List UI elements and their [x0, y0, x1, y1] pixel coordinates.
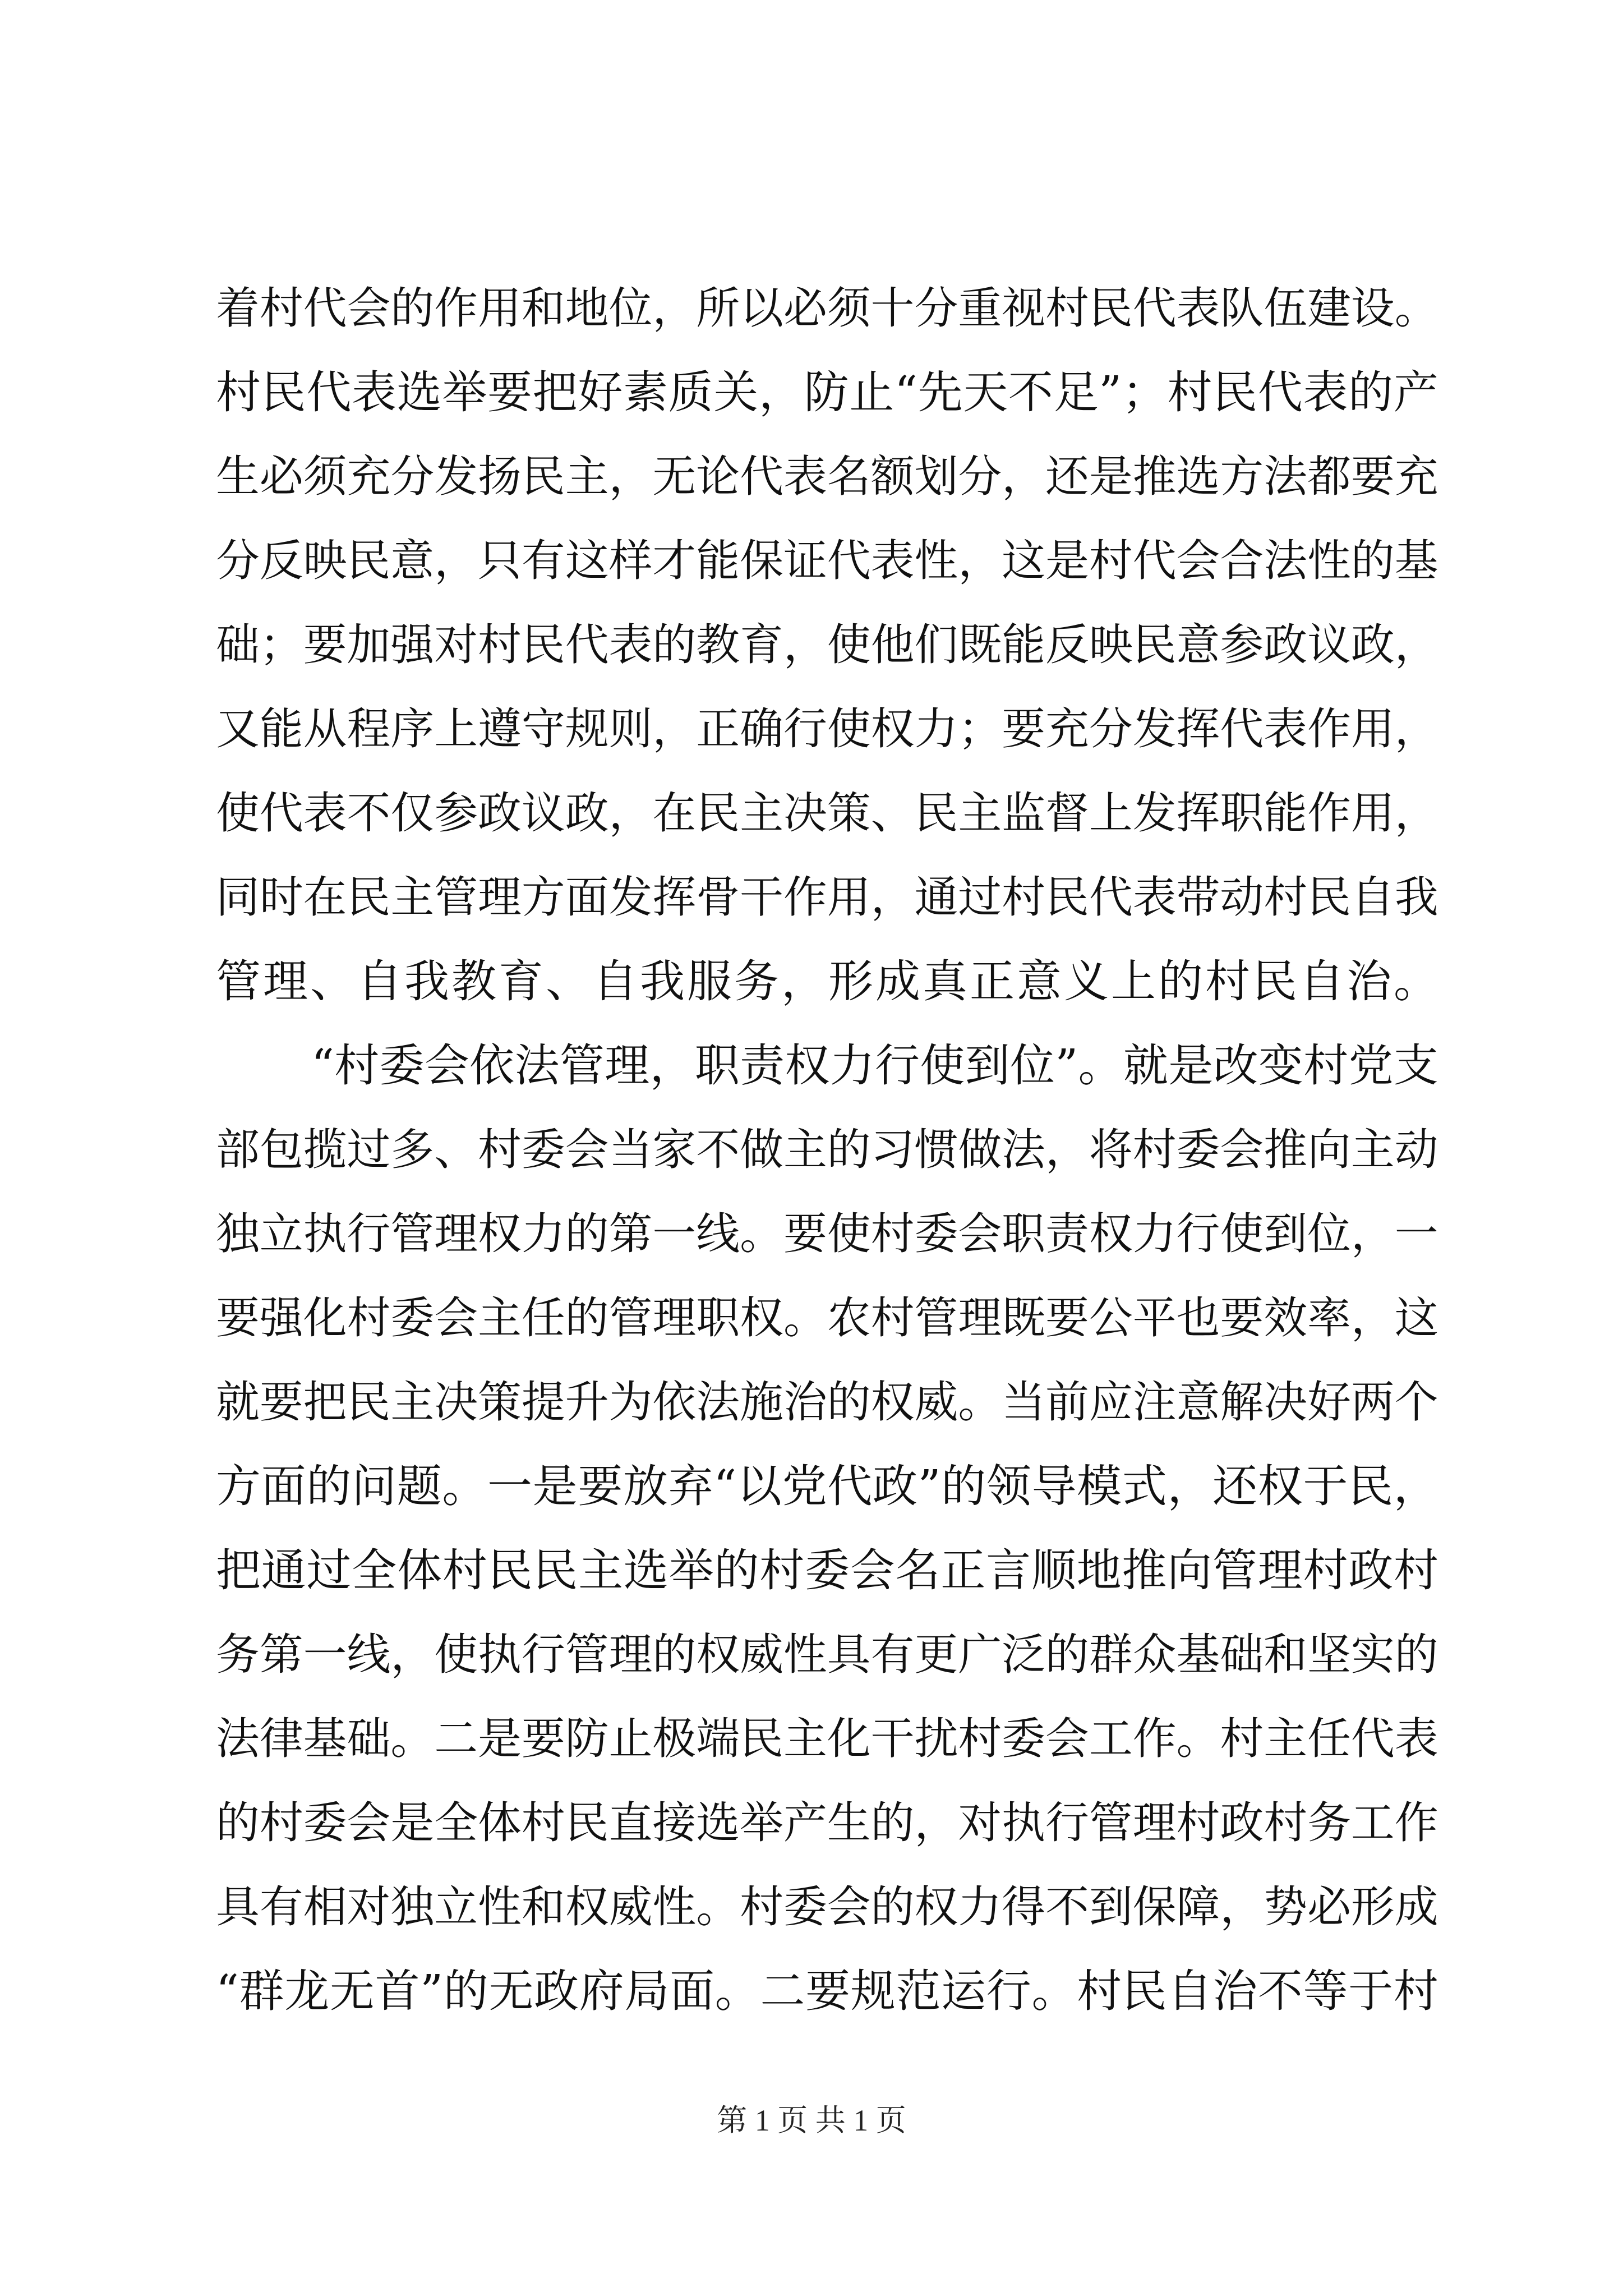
text-line: 分反映民意，只有这样才能保证代表性，这是村代会合法性的基	[216, 536, 1438, 586]
text-line: 着村代会的作用和地位，所以必须十分重视村民代表队伍建设。	[216, 283, 1438, 334]
text-line: 方面的问题。一是要放弃“以党代政”的领导模式，还权于民，	[216, 1460, 1439, 1512]
text-line: 管理、自我教育、自我服务，形成真正意义上的村民自治。	[216, 955, 1441, 1007]
text-line: “群龙无首”的无政府局面。二要规范运行。村民自治不等于村	[216, 1965, 1439, 2017]
text-line: 使代表不仅参政议政，在民主决策、民主监督上发挥职能作用，	[216, 788, 1438, 839]
text-line: 要强化村委会主任的管理职权。农村管理既要公平也要效率，这	[216, 1293, 1438, 1343]
text-line: 把通过全体村民民主选举的村委会名正言顺地推向管理村政村	[216, 1544, 1439, 1596]
text-line: 法律基础。二是要防止极端民主化干扰村委会工作。村主任代表	[216, 1714, 1438, 1764]
text-line: 独立执行管理权力的第一线。要使村委会职责权力行使到位，一	[216, 1209, 1438, 1259]
text-line: 的村委会是全体村民直接选举产生的，对执行管理村政村务工作	[216, 1798, 1438, 1848]
text-line: 部包揽过多、村委会当家不做主的习惯做法，将村委会推向主动	[216, 1125, 1438, 1175]
text-line: 村民代表选举要把好素质关，防止“先天不足”；村民代表的产	[216, 366, 1439, 418]
text-line: 务第一线，使执行管理的权威性具有更广泛的群众基础和坚实的	[216, 1630, 1438, 1680]
text-line: 就要把民主决策提升为依法施治的权威。当前应注意解决好两个	[216, 1377, 1438, 1428]
paragraph-first-line: “村委会依法管理，职责权力行使到位”。就是改变村党支	[311, 1039, 1439, 1092]
text-line: 础；要加强对村民代表的教育，使他们既能反映民意参政议政，	[216, 620, 1438, 670]
text-line: 具有相对独立性和权威性。村委会的权力得不到保障，势必形成	[216, 1882, 1438, 1932]
text-line: 又能从程序上遵守规则，正确行使权力；要充分发挥代表作用，	[216, 704, 1438, 754]
page-footer: 第 1 页 共 1 页	[717, 2104, 906, 2137]
text-line: 同时在民主管理方面发挥骨干作用，通过村民代表带动村民自我	[216, 872, 1438, 923]
text-line: 生必须充分发扬民主，无论代表名额划分，还是推选方法都要充	[216, 452, 1438, 502]
